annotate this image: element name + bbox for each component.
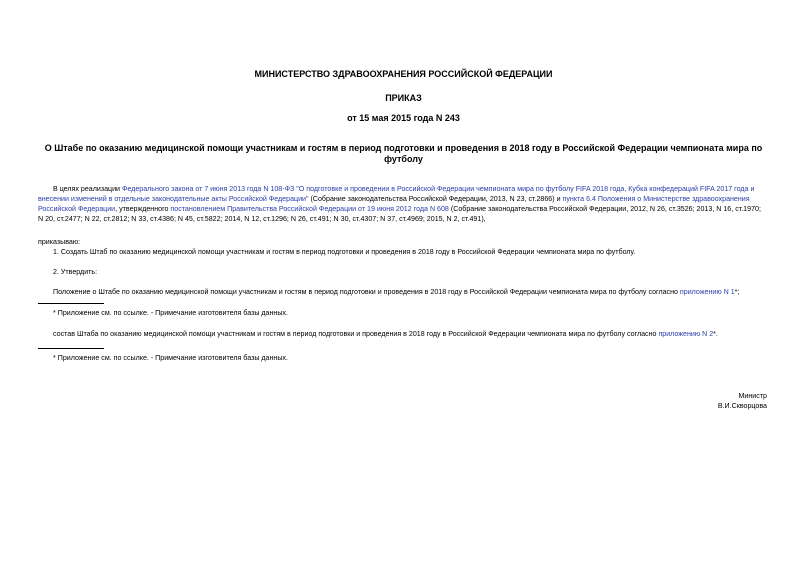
date-number-heading: от 15 мая 2015 года N 243 <box>347 113 460 123</box>
government-decree-link[interactable]: постановлением Правительства Российской Федерации от 19 июня 2012 года N 608 <box>170 205 449 213</box>
signature-position: Министр <box>738 392 767 400</box>
regulation-clause-link[interactable]: пункта 6.4 Положения о Министерстве здравоохранения Российской Федерации <box>38 195 750 213</box>
item-composition <box>53 329 783 339</box>
preamble-paragraph <box>38 184 768 224</box>
preamble-text-3: , утвержденного <box>115 205 171 213</box>
appendix-1-link[interactable]: приложению N 1 <box>679 288 735 296</box>
footnote-2: * Приложение см. по ссылке. - Примечание изготовителя базы данных. <box>53 354 288 362</box>
preamble-text-2: (Собрание законодательства Российской Федерации, 2013, N 23, ст.2866) и <box>308 195 563 203</box>
preamble-text-4: (Собрание законодательства Российской Федерации, 2012, N 26, ст.3526; 2013, N 16, ст.1970; N 20, ст.2477; N 22, ст.2812; N 33, ст.4386; N 45, ст.5822; 2014, N 12, ст.1296; N 26, ст.491; N 30, ст.4307; N 37, ст.4969; 2015, N 2, ст.491), <box>38 205 761 223</box>
item-regulation-text: Положение о Штабе по оказанию медицинской помощи участникам и гостям в период подготовки и проведения в 2018 году в Российской Федерации чемпионата мира по футболу согласно <box>53 288 680 296</box>
item-2: 2. Утвердить: <box>53 268 98 276</box>
item-composition-text: состав Штаба по оказанию медицинской помощи участникам и гостям в период подготовки и проведения в 2018 году в Российской Федерации чемпионата мира по футболу согласно <box>53 330 659 338</box>
item-regulation-end: *; <box>734 288 740 296</box>
order-word: приказываю: <box>38 238 81 246</box>
doc-type-heading: ПРИКАЗ <box>385 93 422 103</box>
ministry-heading: МИНИСТЕРСТВО ЗДРАВООХРАНЕНИЯ РОССИЙСКОЙ ФЕДЕРАЦИИ <box>254 69 553 79</box>
preamble-text-1: В целях реализации <box>53 185 122 193</box>
footnote-1: * Приложение см. по ссылке. - Примечание изготовителя базы данных. <box>53 309 288 317</box>
footnote-divider <box>38 303 104 304</box>
item-composition-end: *. <box>713 330 718 338</box>
footnote-divider <box>38 348 104 349</box>
appendix-2-link[interactable]: приложению N 2 <box>658 330 714 338</box>
item-1: 1. Создать Штаб по оказанию медицинской помощи участникам и гостям в период подготовки и проведения в 2018 году в Российской Федерации чемпионата мира по футболу. <box>53 248 636 256</box>
signature-name: В.И.Скворцова <box>717 402 767 410</box>
item-regulation <box>53 287 783 297</box>
federal-law-link[interactable]: Федерального закона от 7 июня 2013 года N 108-ФЗ "О подготовке и проведении в Российской Федерации чемпионата мира по футболу FIFA 2018 года, Кубка конфедераций FIFA 2017 года и внесении изменений в отдельные законодательные акты Российской Федерации" <box>38 185 755 203</box>
doc-title: О Штабе по оказанию медицинской помощи участникам и гостям в период подготовки и проведения в 2018 году в Российской Федерации чемпионата мира по футболу <box>44 143 763 164</box>
